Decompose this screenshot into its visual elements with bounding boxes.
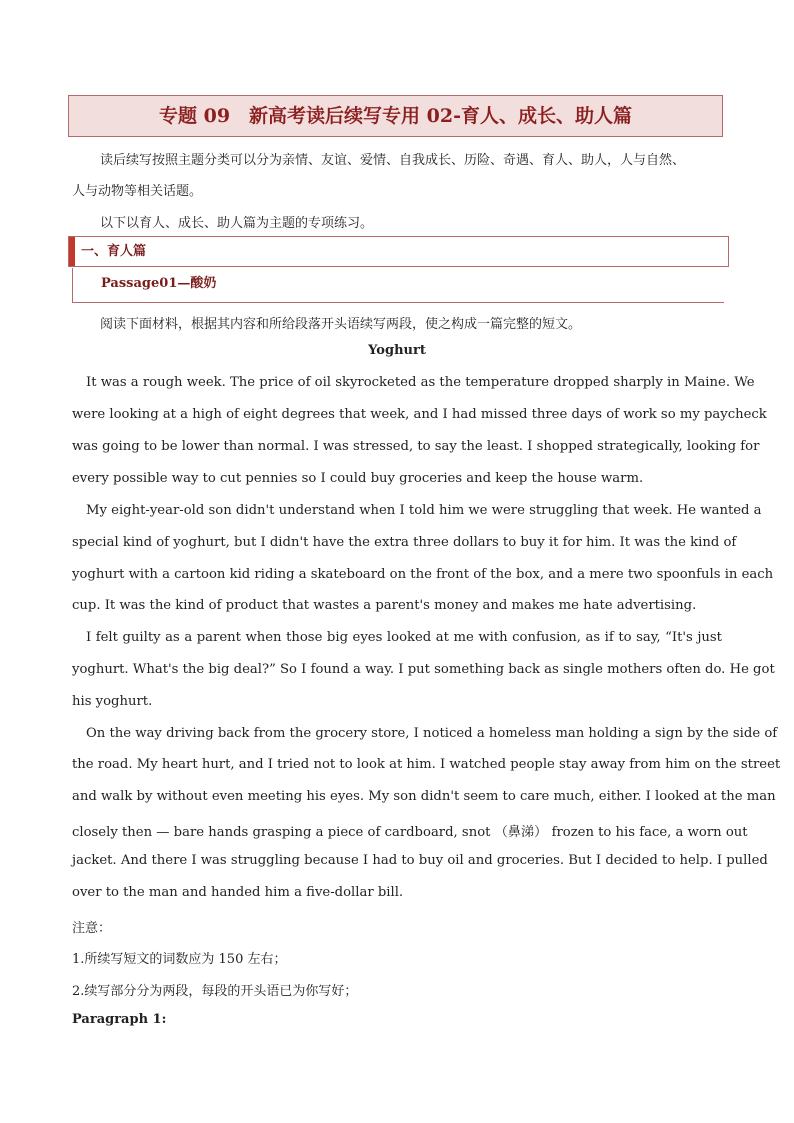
section-title: 一、育人篇 [81,244,147,259]
section-accent-bar [69,237,75,266]
story-line: every possible way to cut pennies so I could buy groceries and keep the house warm. [72,471,644,486]
story-line: were looking at a high of eight degrees that week, and I had missed three days of work so my paycheck [72,407,767,422]
story-line: My eight-year-old son didn't understand when I told him we were struggling that week. He wanted a [86,503,762,518]
story-title: Yoghurt [368,343,426,358]
story-line: and walk by without even meeting his eyes. My son didn't seem to care much, either. I looked at the man [72,789,776,804]
notes-heading: 注意： [72,921,112,936]
notes-item-2: 2.续写部分分为两段，每段的开头语已为你写好； [72,984,358,999]
story-line: yoghurt. What's the big deal?” So I found a way. I put something back as single mothers often do. He got [72,662,775,677]
intro-line-3: 以下以育人、成长、助人篇为主题的专项练习。 [100,216,374,231]
intro-line-1: 读后续写按照主题分类可以分为亲情、友谊、爱情、自我成长、历险、奇遇、育人、助人，人与自然、 [100,153,686,168]
subsection-header [72,268,724,303]
story-line: cup. It was the kind of product that wastes a parent's money and makes me hate advertising. [72,598,697,613]
story-line: the road. My heart hurt, and I tried not to look at him. I watched people stay away from him on the street [72,757,781,772]
story-line: jacket. And there I was struggling because I had to buy oil and groceries. But I decided to help. I pulled [72,853,768,868]
section-header [68,236,729,267]
notes-item-1: 1.所续写短文的词数应为 150 左右； [72,952,287,967]
page-title: 专题 09 新高考读后续写专用 02-育人、成长、助人篇 [68,95,723,137]
story-line: It was a rough week. The price of oil skyrocketed as the temperature dropped sharply in Maine. We [86,375,755,390]
paragraph-1-label: Paragraph 1: [72,1012,167,1027]
story-line: I felt guilty as a parent when those big eyes looked at me with confusion, as if to say, “It's just [86,630,722,645]
story-line: On the way driving back from the grocery store, I noticed a homeless man holding a sign by the side of [86,726,778,741]
story-line: was going to be lower than normal. I was stressed, to say the least. I shopped strategically, looking for [72,439,760,454]
story-line: over to the man and handed him a five-dollar bill. [72,885,404,900]
story-line: special kind of yoghurt, but I didn't have the extra three dollars to buy it for him. It was the kind of [72,535,737,550]
story-line: his yoghurt. [72,694,153,709]
subsection-title: Passage01—酸奶 [101,276,217,291]
intro-line-2: 人与动物等相关话题。 [72,184,203,199]
story-line: closely then — bare hands grasping a piece of cardboard, snot （鼻涕） frozen to his face, a worn out [72,825,748,840]
instruction-text: 阅读下面材料，根据其内容和所给段落开头语续写两段，使之构成一篇完整的短文。 [100,317,582,332]
story-line: yoghurt with a cartoon kid riding a skateboard on the front of the box, and a mere two spoonfuls in each [72,567,774,582]
